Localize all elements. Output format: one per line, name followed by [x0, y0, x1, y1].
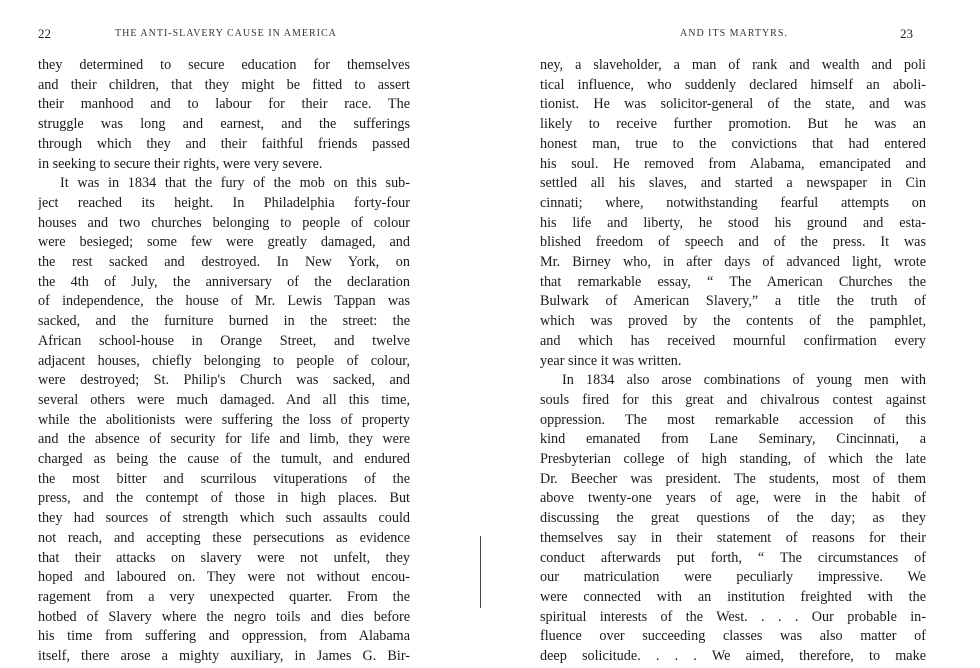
text-line: tionist. He was solicitor-general of the state, and was [540, 96, 926, 113]
text-line: which was proved by the contents of the pamphlet, [540, 313, 926, 330]
text-line: in seeking to secure their rights, were very severe. [38, 155, 323, 172]
gutter-mark [480, 536, 481, 608]
running-head: AND ITS MARTYRS. [680, 28, 788, 39]
text-line: tical influence, who suddenly declared himself an aboli- [540, 76, 926, 93]
text-line: charged as being the cause of the tumult, and endured [38, 451, 410, 468]
text-line: Mr. Birney who, in after days of advanced light, wrote [540, 254, 926, 271]
text-line: deep solicitude. . . . We aimed, therefore, to make [540, 648, 926, 665]
text-line: hotbed of Slavery where the negro toils and dies before [38, 608, 410, 625]
text-line: African school-house in Orange Street, and twelve [38, 332, 410, 349]
text-line: fluence over succeeding classes was also matter of [540, 628, 926, 645]
text-line: conduct afterwards put forth, “ The circumstances of [540, 549, 926, 566]
page-number: 23 [900, 26, 913, 41]
text-line: the most bitter and scurrilous vituperations of the [38, 470, 410, 487]
text-line: that remarkable essay, “ The American Churches the [540, 273, 926, 290]
text-line: blished freedom of speech and of the press. It was [540, 234, 926, 251]
text-line: itself, there arose a mighty auxiliary, in James G. Bir- [38, 648, 410, 665]
text-line: were connected with an institution freighted with the [540, 588, 926, 605]
text-line: oppression. The most remarkable accession of this [540, 411, 926, 428]
text-line: of independence, the house of Mr. Lewis Tappan was [38, 293, 410, 310]
text-line: It was in 1834 that the fury of the mob on this sub- [60, 175, 410, 192]
text-line: struggle was long and earnest, and the sufferings [38, 116, 410, 133]
text-line: their manhood and to labour for their race. The [38, 96, 410, 113]
text-line: the rest sacked and destroyed. In New York, on [38, 254, 410, 271]
text-line: were besieged; some few were greatly damaged, and [38, 234, 410, 251]
text-line: and their children, that they might be fitted to assert [38, 76, 410, 93]
text-line: and which has received mournful confirmation every [540, 332, 926, 349]
text-line: souls fired for this great and chivalrous contest against [540, 391, 926, 408]
text-line: several others were much damaged. And all this time, [38, 391, 410, 408]
text-line: In 1834 also arose combinations of young men with [562, 372, 926, 389]
text-line: they determined to secure education for themselves [38, 57, 410, 73]
text-line: Bulwark of American Slavery,” a title the truth of [540, 293, 926, 310]
body-text [38, 56, 410, 667]
text-line: adjacent houses, chiefly belonging to people of colour, [38, 352, 410, 369]
text-line: themselves say in their statement of reasons for their [540, 529, 926, 546]
text-line: houses and two churches belonging to people of colour [38, 214, 410, 231]
running-head: THE ANTI-SLAVERY CAUSE IN AMERICA [115, 28, 337, 39]
text-line: not reach, and accepting these persecutions as evidence [38, 529, 410, 546]
text-line: Dr. Beecher was president. The students, most of them [540, 470, 926, 487]
text-line: settled all his slaves, and started a newspaper in Cin [540, 175, 926, 192]
text-line: his soul. He removed from Alabama, emancipated and [540, 155, 926, 172]
text-line: through which they and their faithful friends passed [38, 135, 410, 152]
text-line: and the absence of security for life and limb, they were [38, 431, 410, 448]
text-line: Presbyterian college of high standing, of which the late [540, 451, 926, 468]
text-line: our matriculation were peculiarly impressive. We [540, 569, 926, 586]
text-line: honest man, true to the convictions that had entered [540, 135, 926, 152]
text-line: that their attacks on slavery were not unfelt, they [38, 549, 410, 566]
text-line: his life and liberty, he stood his ground and esta- [540, 214, 926, 231]
text-line: his time from suffering and oppression, from Alabama [38, 628, 410, 645]
body-text [540, 56, 926, 667]
text-line: cinnati; where, notwithstanding fearful attempts on [540, 194, 926, 211]
text-line: were destroyed; St. Philip's Church was sacked, and [38, 372, 410, 389]
right-page [490, 0, 980, 668]
text-line: likely to receive further promotion. But he was an [540, 116, 926, 133]
text-line: year since it was written. [540, 352, 682, 369]
text-line: ject reached its height. In Philadelphia forty-four [38, 194, 410, 211]
text-line: above twenty-one years of age, were in the habit of [540, 490, 926, 507]
text-line: sacked, and the furniture burned in the street: the [38, 313, 410, 330]
text-line: kind emanated from Lane Seminary, Cincinnati, a [540, 431, 926, 448]
text-line: discussing the great questions of the day; as they [540, 510, 926, 527]
text-line: while the abolitionists were suffering the loss of property [38, 411, 410, 428]
text-line: spiritual interests of the West. . . . Our probable in- [540, 608, 926, 625]
page-number: 22 [38, 26, 51, 41]
text-line: the 4th of July, the anniversary of the declaration [38, 273, 410, 290]
text-line: press, and the contempt of those in high places. But [38, 490, 410, 507]
text-line: ney, a slaveholder, a man of rank and wealth and poli [540, 57, 926, 73]
text-line: ragement from a very unexpected quarter. From the [38, 588, 410, 605]
text-line: hoped and laboured on. They were not without encou- [38, 569, 410, 586]
text-line: they had sources of strength which such assaults could [38, 510, 410, 527]
